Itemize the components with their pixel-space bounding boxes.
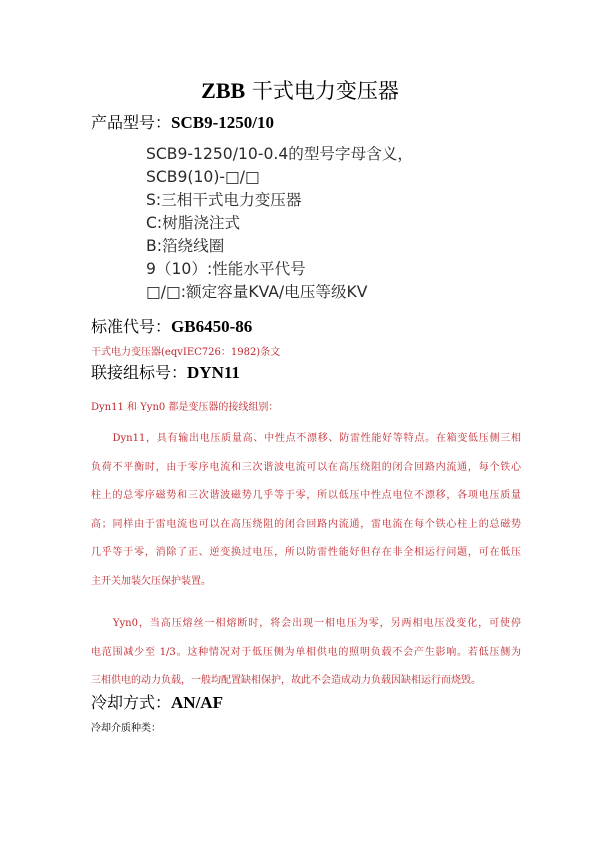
model-image-line: □/□:额定容量KVA/电压等级KV <box>146 283 368 301</box>
paragraph-line: Yyn0，当高压熔丝一相熔断时，将会出现一相电压为零，另两相电压没变化，可使停 <box>91 618 521 629</box>
model-label: 产品型号： <box>91 113 172 132</box>
connection-label: 联接组标号： <box>91 363 188 382</box>
model-image-line: 9（10）:性能水平代号 <box>146 260 306 278</box>
paragraph-line: 柱上的总零序磁势和三次谐波磁势几乎等于零，所以低压中性点电位不漂移，各项电压质量 <box>91 490 521 502</box>
cooling-medium-label: 冷却介质种类： <box>91 723 161 734</box>
title-chinese: 干式电力变压器 <box>251 79 399 103</box>
model-image-line: S:三相干式电力变压器 <box>146 191 302 209</box>
standard-value: GB6450-86 <box>171 317 253 336</box>
model-meaning-image <box>146 143 446 305</box>
model-value: SCB9-1250/10 <box>171 113 274 132</box>
connection-intro: Dyn11 和 Yyn0 都是变压器的接线组别： <box>91 402 279 413</box>
connection-value: DYN11 <box>187 363 240 382</box>
standard-label: 标准代号： <box>91 317 172 336</box>
document-title <box>0 77 600 105</box>
standard-field <box>91 316 252 338</box>
paragraph-line: 三相供电的动力负载，一般均配置缺相保护，故此不会造成动力负载因缺相运行而烧毁。 <box>91 675 481 687</box>
model-image-line: SCB9-1250/10-0.4的型号字母含义， <box>146 145 413 163</box>
title-latin: ZBB <box>201 78 246 103</box>
paragraph-line: 几乎等于零，消除了正、逆变换过电压，所以防雷性能好但存在非全相运行问题，可在低压 <box>91 547 521 559</box>
paragraph-line: 电范围减少至 1/3。这种情况对于低压侧为单相供电的照明负载不会产生影响。若低压侧为 <box>91 646 521 658</box>
cooling-value: AN/AF <box>171 693 223 712</box>
model-field <box>91 112 274 134</box>
cooling-label: 冷却方式： <box>91 693 172 712</box>
paragraph-line: 主开关加装欠压保护装置。 <box>91 575 211 587</box>
model-image-line: SCB9(10)-□/□ <box>146 168 260 186</box>
standard-note: 干式电力变压器(eqvIEC726：1982)条文 <box>91 347 281 358</box>
dyn11-paragraph <box>91 425 521 597</box>
paragraph-line: Dyn11，具有输出电压质量高、中性点不漂移、防雷性能好等特点。在箱变低压侧三相 <box>91 433 521 444</box>
model-image-line: B:箔绕线圈 <box>146 237 225 255</box>
cooling-field <box>91 692 223 714</box>
yyn0-paragraph <box>91 610 521 696</box>
paragraph-line: 高；同样由于雷电流也可以在高压绕阻的闭合回路内流通，雷电流在每个铁心柱上的总磁势 <box>91 518 521 530</box>
connection-field <box>91 362 240 384</box>
paragraph-line: 负荷不平衡时，由于零序电流和三次谐波电流可以在高压绕阻的闭合回路内流通，每个铁心 <box>91 461 521 473</box>
model-image-line: C:树脂浇注式 <box>146 214 241 232</box>
